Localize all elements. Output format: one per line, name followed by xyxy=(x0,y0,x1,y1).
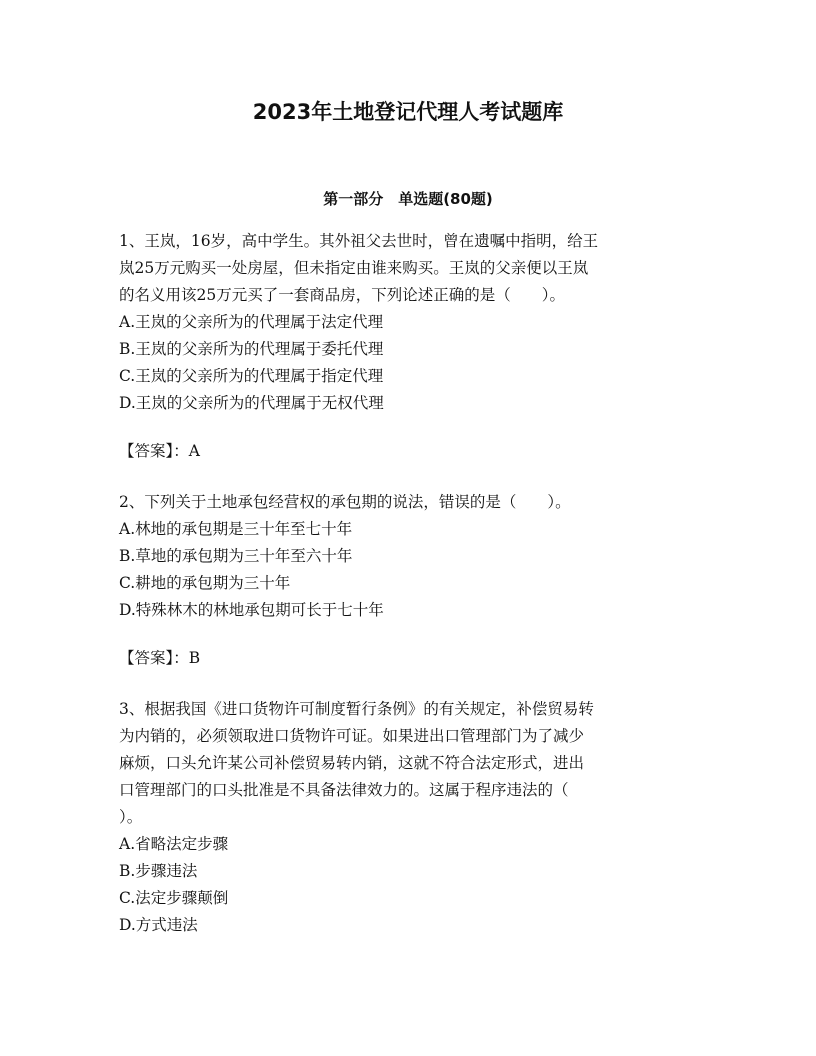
option-c: C.耕地的承包期为三十年 xyxy=(119,574,291,592)
answer-line: 【答案】：B xyxy=(119,649,201,667)
option-a: A.王岚的父亲所为的代理属于法定代理 xyxy=(119,313,384,331)
answer-line: 【答案】：A xyxy=(119,442,200,460)
option-b: B.步骤违法 xyxy=(119,862,198,880)
option-b: B.草地的承包期为三十年至六十年 xyxy=(119,547,353,565)
question-2 xyxy=(119,489,699,672)
section-heading: 第一部分 单选题(80题) xyxy=(323,190,493,208)
question-stem-line: 为内销的，必须领取进口货物许可证。如果进出口管理部门为了减少 xyxy=(119,727,585,745)
option-a: A.省略法定步骤 xyxy=(119,835,229,853)
option-d: D.王岚的父亲所为的代理属于无权代理 xyxy=(119,394,384,412)
option-d: D.方式违法 xyxy=(119,916,198,934)
option-d: D.特殊林木的林地承包期可长于七十年 xyxy=(119,601,384,619)
question-stem-line: 的名义用该25万元买了一套商品房，下列论述正确的是（ ）。 xyxy=(119,286,565,304)
option-a: A.林地的承包期是三十年至七十年 xyxy=(119,520,353,538)
question-stem-line: 麻烦，口头允许某公司补偿贸易转内销，这就不符合法定形式，进出 xyxy=(119,754,585,772)
question-1 xyxy=(119,228,699,465)
question-stem-line: 口管理部门的口头批准是不具备法律效力的。这属于程序违法的（ xyxy=(119,781,569,799)
page-title: 2023年土地登记代理人考试题库 xyxy=(252,100,564,124)
question-3 xyxy=(119,696,699,939)
question-stem-line: 岚25万元购买一处房屋，但未指定由谁来购买。王岚的父亲便以王岚 xyxy=(119,259,589,277)
question-stem-line: 3、根据我国《进口货物许可制度暂行条例》的有关规定，补偿贸易转 xyxy=(119,700,594,718)
question-stem-line: 1、王岚，16岁，高中学生。其外祖父去世时，曾在遗嘱中指明，给王 xyxy=(119,232,599,250)
question-stem-line: 2、下列关于土地承包经营权的承包期的说法，错误的是（ ）。 xyxy=(119,493,571,511)
question-stem-line: ）。 xyxy=(119,808,143,826)
question-list xyxy=(119,228,699,939)
option-c: C.法定步骤颠倒 xyxy=(119,889,229,907)
option-c: C.王岚的父亲所为的代理属于指定代理 xyxy=(119,367,384,385)
option-b: B.王岚的父亲所为的代理属于委托代理 xyxy=(119,340,384,358)
